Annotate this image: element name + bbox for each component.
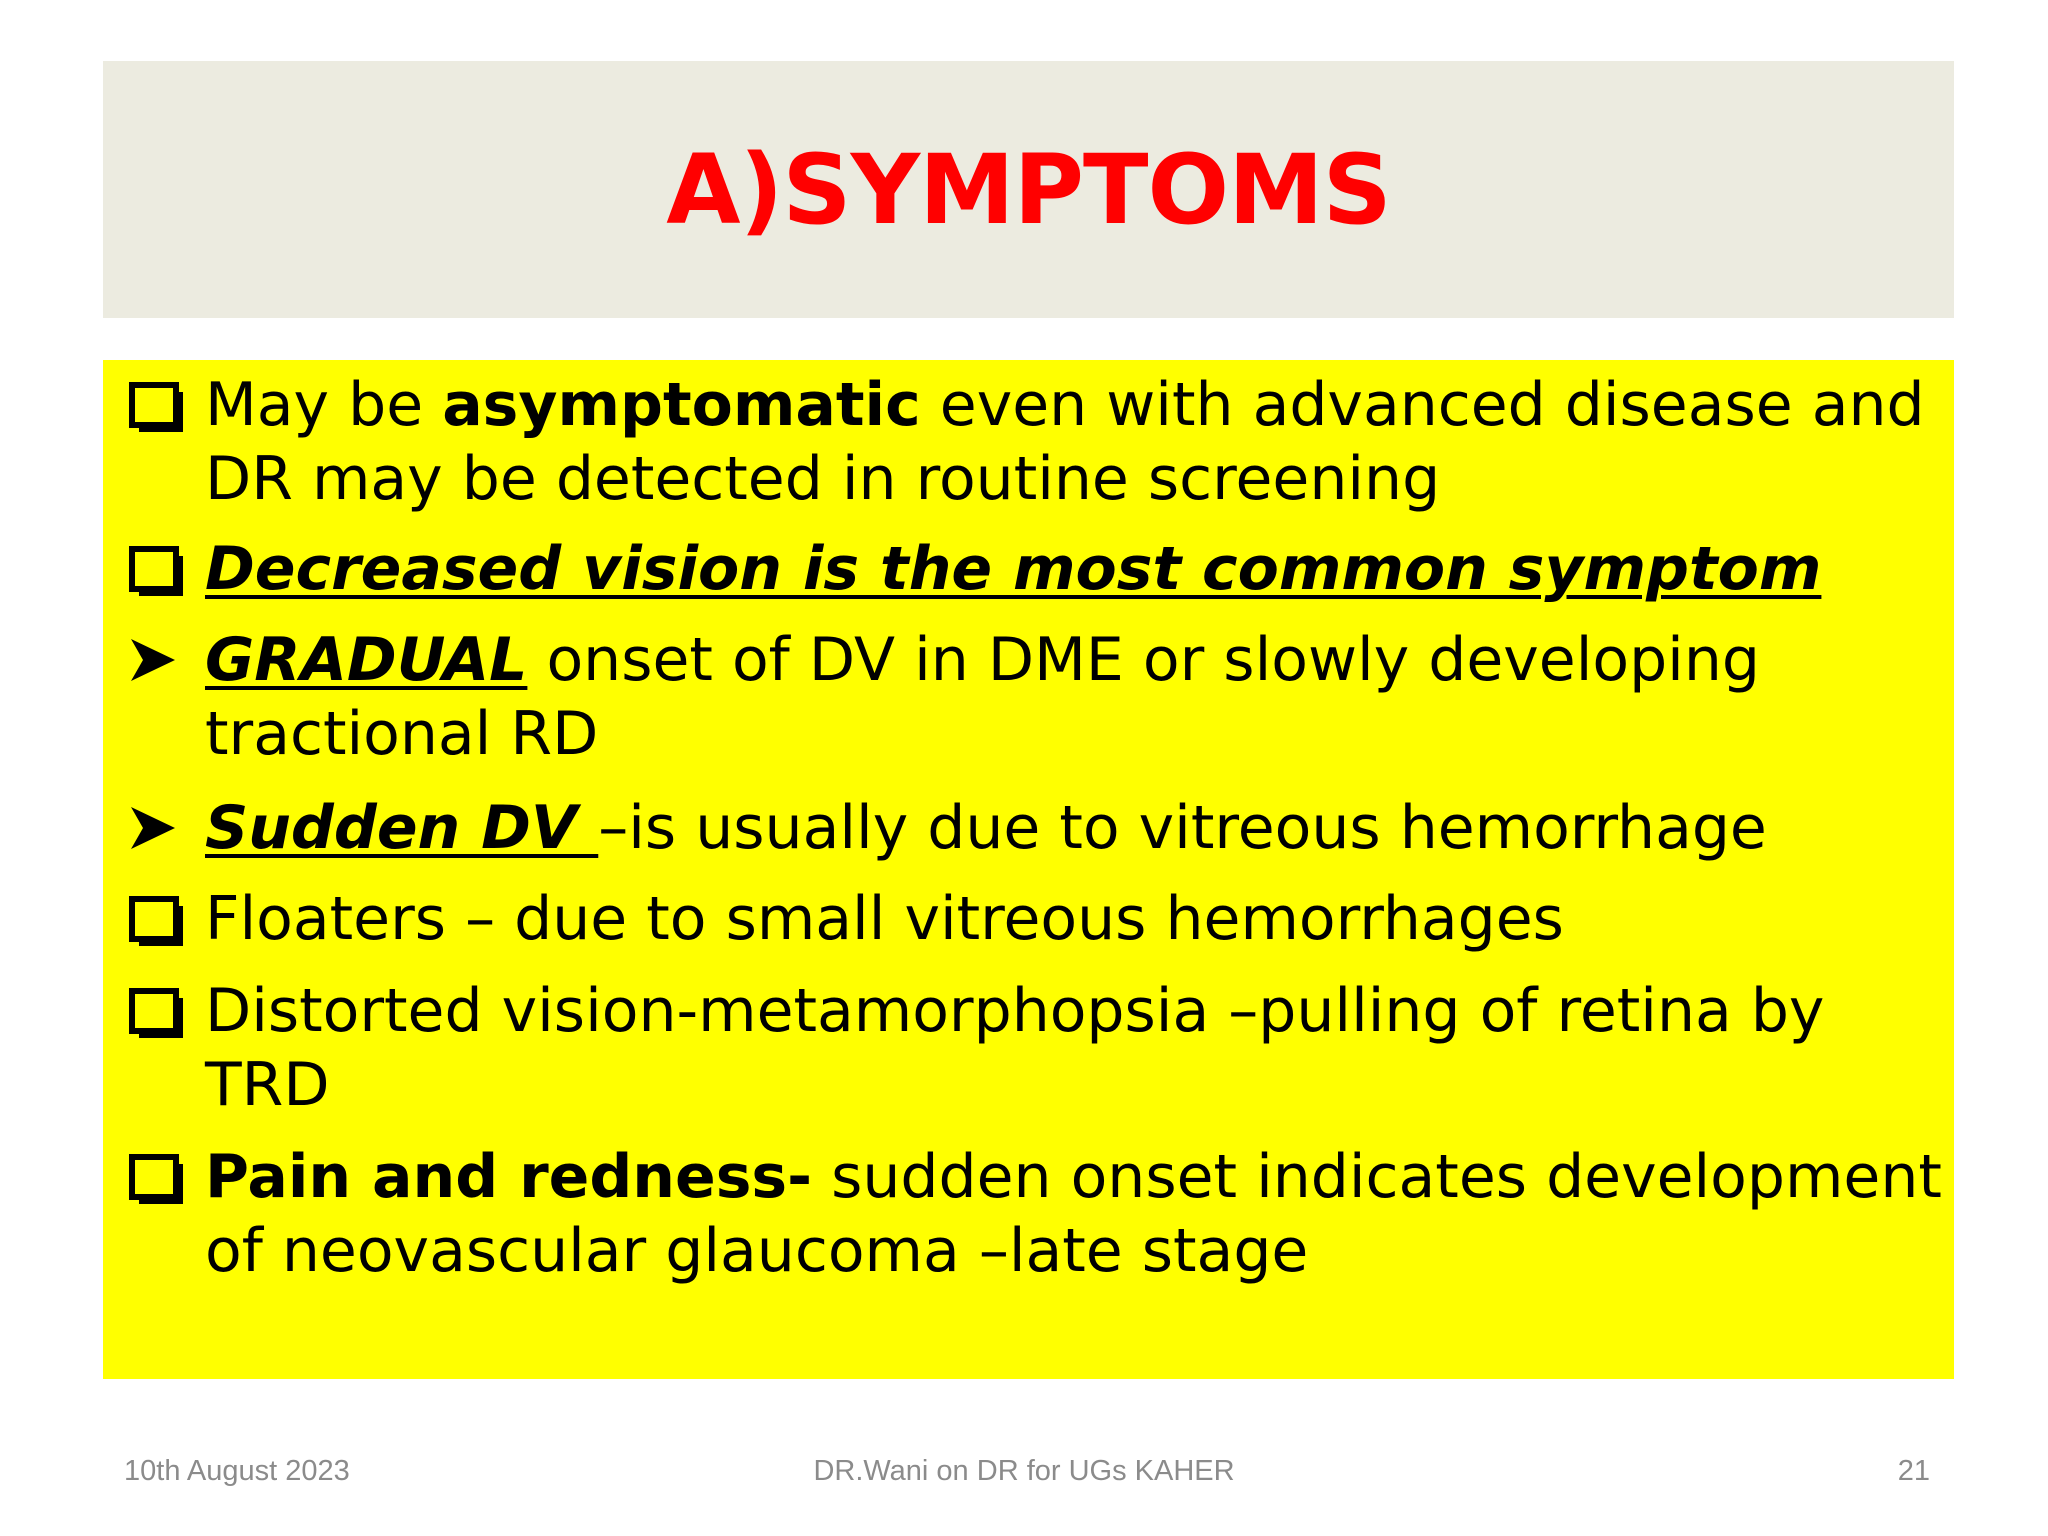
title-banner (103, 61, 1954, 318)
bullet-text-normal: Distorted vision-metamorphopsia –pulling of retina by TRD (205, 976, 1825, 1120)
bullet-text-normal: –is usually due to vitreous hemorrhage (598, 793, 1767, 863)
list-item (125, 1140, 1945, 1288)
list-item (125, 623, 1945, 771)
content-panel (103, 360, 1954, 1379)
bullet-text-normal: sudden onset indicates development of neovascular glaucoma –late stage (205, 1142, 1942, 1286)
square-checkbox-icon (125, 974, 195, 1048)
square-checkbox-icon (125, 368, 195, 442)
bullet-text-emphasis: GRADUAL (205, 625, 528, 695)
bullet-text-normal: even with advanced disease and DR may be detected in routine screening (205, 370, 1925, 514)
list-item (125, 791, 1945, 865)
list-item (125, 368, 1945, 516)
footer-title: DR.Wani on DR for UGs KAHER (813, 1455, 1235, 1487)
bullet-text-normal: onset of DV in DME or slowly developing tractional RD (205, 625, 1760, 769)
bullet-text-bold: asymptomatic (442, 370, 921, 440)
arrowhead-icon (125, 623, 195, 697)
square-checkbox-icon (125, 882, 195, 956)
slide-title: A)SYMPTOMS (666, 133, 1391, 246)
bullet-text-emphasis: Sudden DV (205, 793, 599, 863)
square-checkbox-icon (125, 532, 195, 606)
footer-date: 10th August 2023 (124, 1455, 350, 1487)
list-item (125, 882, 1945, 956)
bullet-text-emphasis: Decreased vision is the most common symptom (205, 534, 1822, 604)
arrowhead-icon (125, 791, 195, 865)
bullet-text-normal: Floaters – due to small vitreous hemorrhages (205, 884, 1564, 954)
bullet-text-bold: Pain and redness- (205, 1142, 813, 1212)
slide-number: 21 (1897, 1455, 1930, 1487)
list-item (125, 532, 1945, 606)
bullet-text-normal: May be (205, 370, 443, 440)
list-item (125, 974, 1945, 1122)
square-checkbox-icon (125, 1140, 195, 1214)
